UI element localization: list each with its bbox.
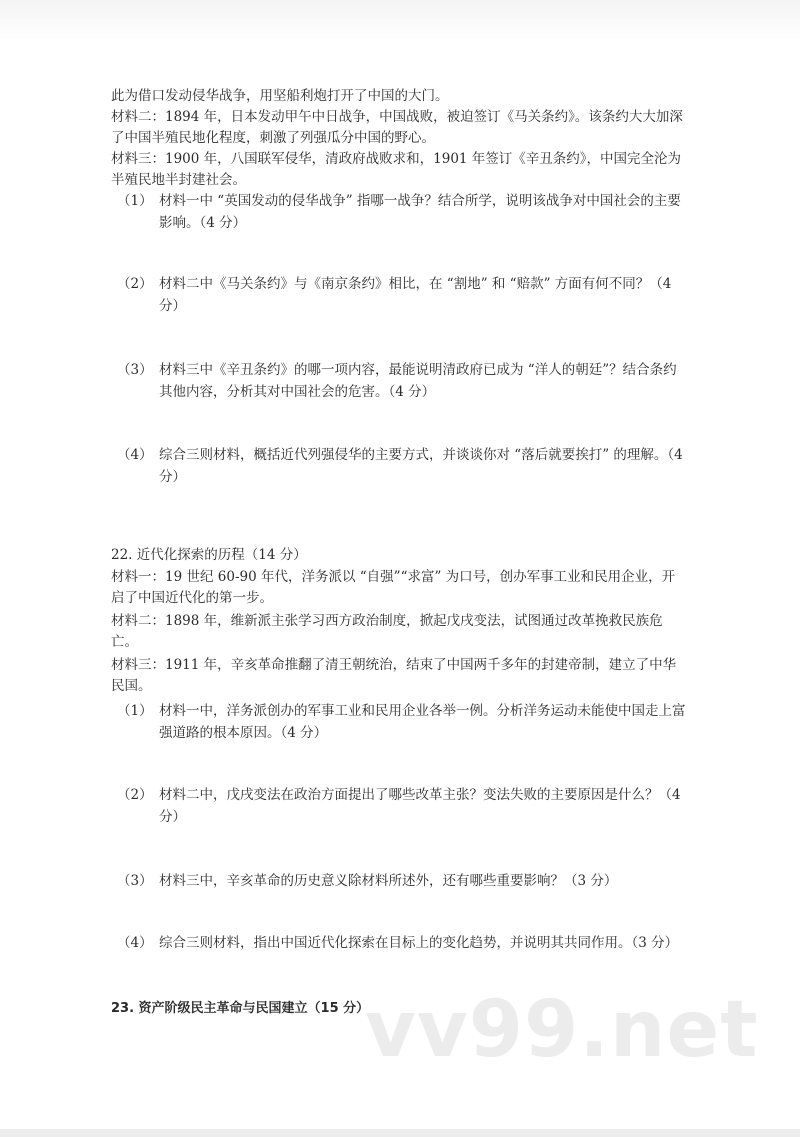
- material-3: 材料三：1911 年，辛亥革命推翻了清王朝统治，结束了中国两千多年的封建帝制，建立了中华民国。: [111, 657, 677, 694]
- question-text: 材料三中，辛亥革命的历史意义除材料所述外，还有哪些重要影响？（3 分）: [159, 873, 618, 889]
- question-21-4: [111, 444, 686, 488]
- question-text: 材料一中，洋务派创办的军事工业和民用企业各举一例。分析洋务运动未能使中国走上富强道路的根本原因。（4 分）: [159, 703, 686, 741]
- question-number: （2）: [117, 276, 153, 292]
- question-number: （1）: [117, 703, 153, 719]
- material-1: 材料一：19 世纪 60-90 年代，洋务派以 “自强”“求富” 为口号，创办军事工业和民用企业，开启了中国近代化的第一步。: [111, 569, 676, 606]
- question-number: （4）: [117, 447, 153, 463]
- question-number: （1）: [117, 193, 153, 209]
- question-21-1: [111, 190, 686, 234]
- question-number: （2）: [117, 787, 153, 803]
- material-1-end: 此为借口发动侵华战争，用坚船利炮打开了中国的大门。: [111, 88, 449, 104]
- question-21-2: [111, 273, 686, 317]
- bottom-edge: [0, 1129, 800, 1137]
- question-text: 材料一中 “英国发动的侵华战争” 指哪一战争？结合所学，说明该战争对中国社会的主要影响。（4 分）: [159, 193, 681, 231]
- question-text: 材料二中《马关条约》与《南京条约》相比，在 “割地” 和 “赔款” 方面有何不同？（4 分）: [159, 276, 672, 314]
- section-23-title: 23. 资产阶级民主革命与民国建立（15 分）: [111, 1001, 370, 1016]
- question-22-3: [111, 870, 686, 892]
- question-21-3: [111, 359, 686, 403]
- question-22-2: [111, 784, 686, 828]
- material-2: 材料二：1894 年，日本发动甲午中日战争，中国战败，被迫签订《马关条约》。该条约大大加深了中国半殖民地化程度，刺激了列强瓜分中国的野心。: [111, 109, 683, 146]
- question-number: （4）: [117, 935, 153, 951]
- question-number: （3）: [117, 362, 153, 378]
- section-22-title: 22. 近代化探索的历程（14 分）: [111, 547, 307, 563]
- watermark: vv99.net: [365, 985, 759, 1075]
- question-number: （3）: [117, 873, 153, 889]
- question-22-1: [111, 700, 686, 744]
- question-text: 材料三中《辛丑条约》的哪一项内容，最能说明清政府已成为 “洋人的朝廷”？结合条约其他内容，分析其对中国社会的危害。（4 分）: [159, 362, 677, 400]
- material-2: 材料二：1898 年，维新派主张学习西方政治制度，掀起戊戌变法，试图通过改革挽救民族危亡。: [111, 613, 663, 650]
- question-text: 综合三则材料，指出中国近代化探索在目标上的变化趋势，并说明其共同作用。（3 分）: [159, 935, 679, 951]
- question-text: 材料二中，戊戌变法在政治方面提出了哪些改革主张？变法失败的主要原因是什么？（4 分）: [159, 787, 681, 825]
- question-text: 综合三则材料，概括近代列强侵华的主要方式，并谈谈你对 “落后就要挨打” 的理解。（4 分）: [159, 447, 683, 485]
- question-22-4: [111, 932, 686, 954]
- material-3: 材料三：1900 年，八国联军侵华，清政府战败求和，1901 年签订《辛丑条约》，中国完全沦为半殖民地半封建社会。: [111, 151, 682, 188]
- top-shadow: [0, 0, 800, 40]
